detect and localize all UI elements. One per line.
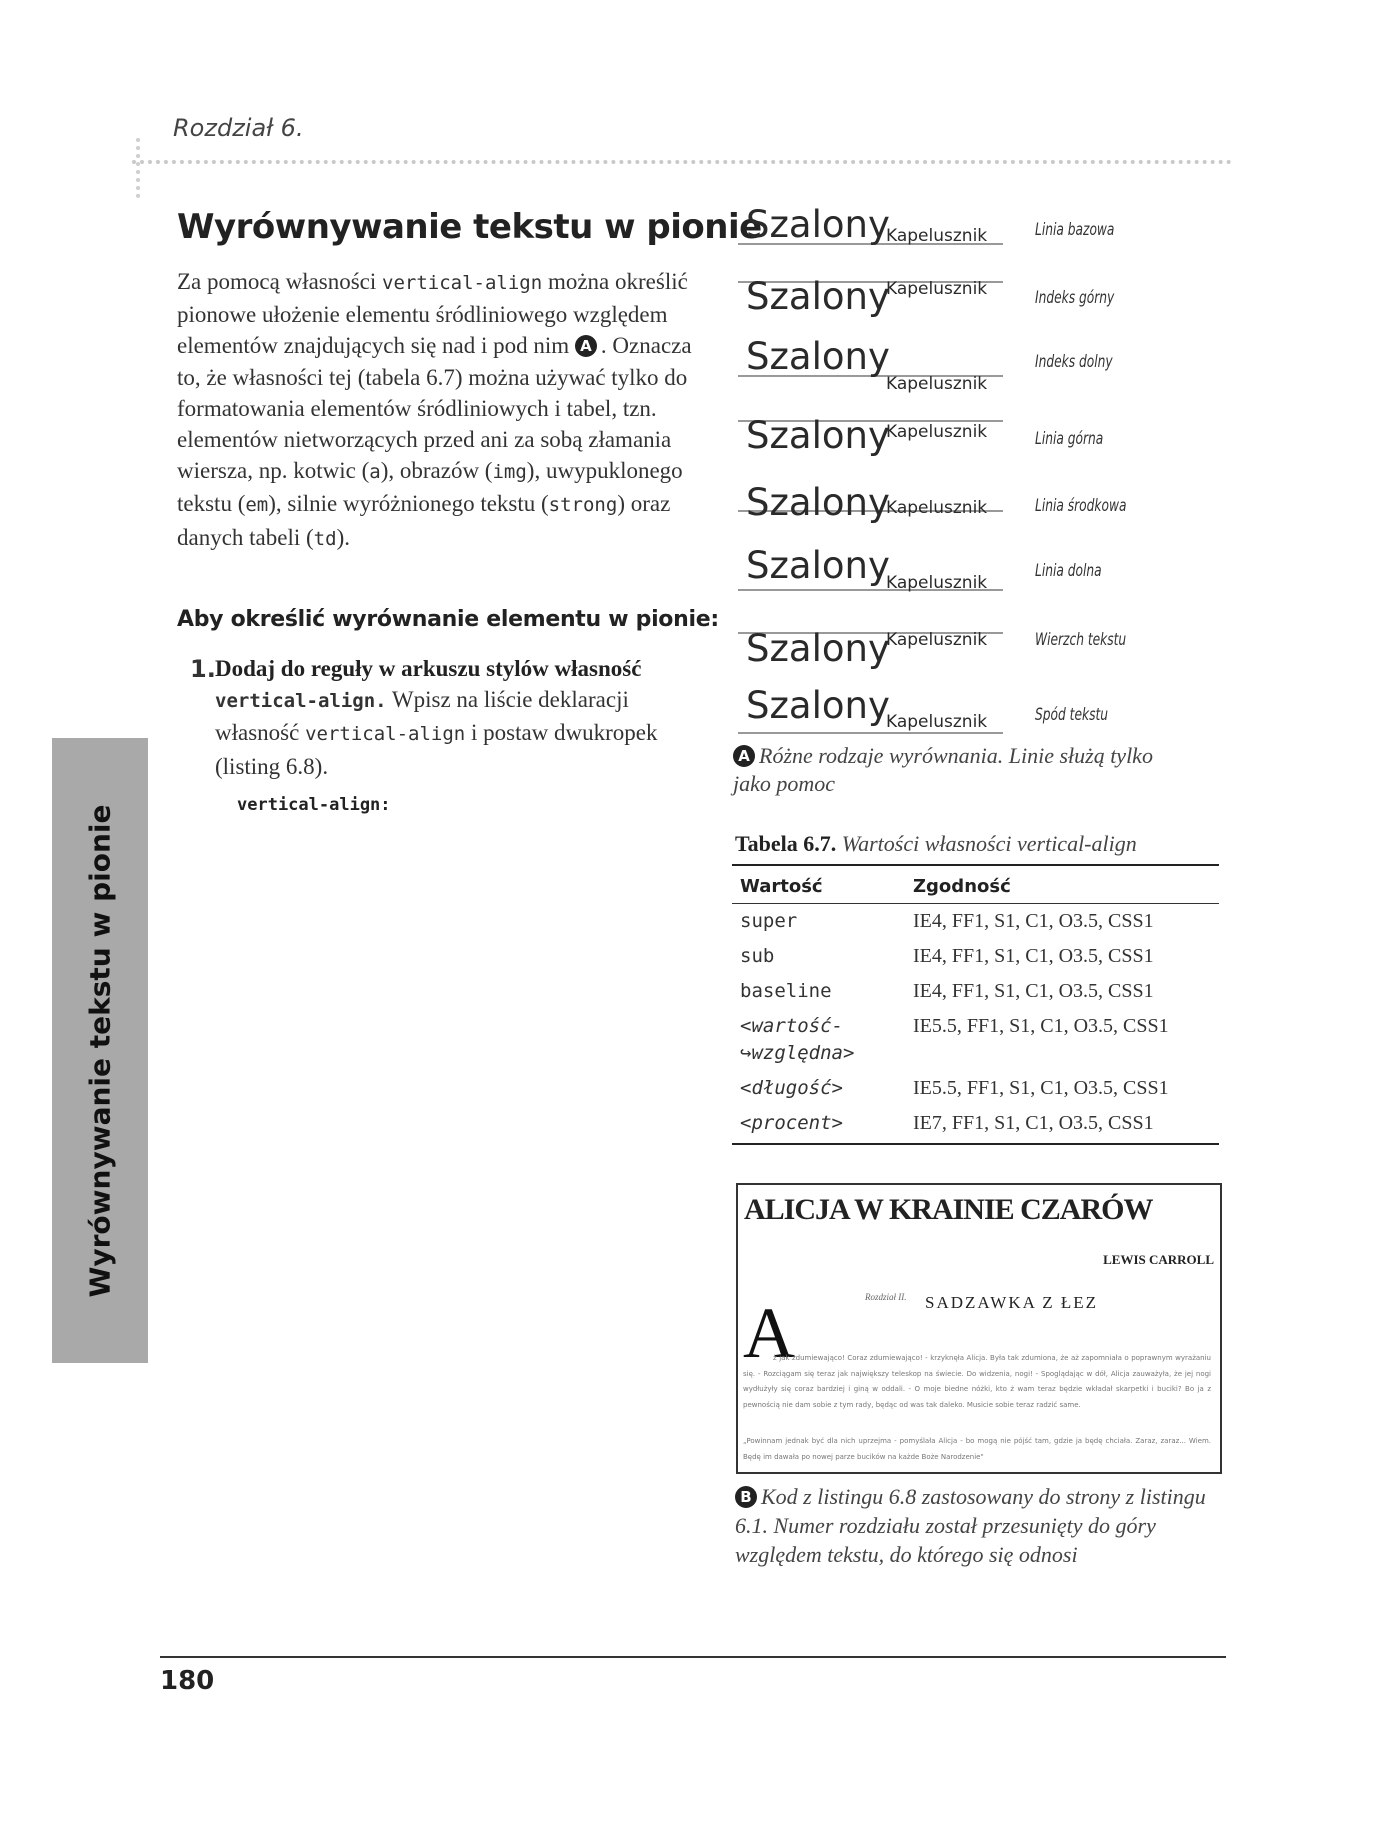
intro-text: ), silnie wyróżnionego tekstu ( — [268, 491, 549, 517]
demo-big-text: Szalony — [746, 203, 890, 246]
footer-rule — [160, 1656, 1226, 1658]
compat-cell: IE5.5, FF1, S1, C1, O3.5, CSS1 — [913, 1015, 1169, 1037]
compat-cell: IE4, FF1, S1, C1, O3.5, CSS1 — [913, 945, 1154, 967]
figure-b-caption — [735, 1482, 1215, 1569]
section-title: Wyrównywanie tekstu w pionie — [177, 207, 762, 247]
demo-small-text: Kapelusznik — [886, 573, 988, 593]
table-caption — [735, 831, 1137, 857]
intro-text: można określić pionowe ułożenie elementu śródliniowego względem elementów znajdujących się nad i pod nim — [177, 269, 688, 359]
table-row — [732, 939, 1219, 974]
page-number: 180 — [160, 1666, 215, 1696]
compat-cell: IE7, FF1, S1, C1, O3.5, CSS1 — [905, 1106, 1219, 1144]
header-decoration — [136, 138, 150, 198]
figure-b-screenshot — [736, 1183, 1222, 1474]
code-example: vertical-align: — [237, 795, 391, 815]
value-cell — [732, 1009, 905, 1071]
compat-cell: IE5.5, FF1, S1, C1, O3.5, CSS1 — [913, 1077, 1169, 1099]
story-paragraph: „Powinnam jednak być dla nich uprzejma - pomyślała Alicja - bo mogą nie pójść tam, gdzie ja będę chciała. Zaraz, zaraz... Wiem. Będę im dawała po nowej parze bucików na każde Boże Narodzenie" — [743, 1437, 1211, 1461]
step-bold-code: vertical-align. — [215, 690, 387, 713]
inline-code: td — [313, 527, 337, 550]
demo-row-middle — [738, 483, 1008, 543]
demo-label: Linia górna — [1035, 429, 1104, 449]
demo-row-bottom — [738, 546, 1008, 606]
demo-label: Linia bazowa — [1035, 220, 1115, 240]
demo-big-text: Szalony — [746, 684, 890, 727]
demo-label: Linia środkowa — [1035, 496, 1127, 516]
figure-letter-badge: B — [735, 1486, 757, 1508]
values-table — [732, 864, 1219, 1145]
demo-big-text: Szalony — [746, 335, 890, 378]
compat-cell: IE4, FF1, S1, C1, O3.5, CSS1 — [913, 980, 1154, 1002]
step-text-part: i postaw dwukropek (listing 6.8). — [215, 720, 658, 779]
demo-label: Spód tekstu — [1035, 705, 1109, 725]
demo-big-text: Szalony — [746, 414, 890, 457]
intro-text: ), obrazów ( — [380, 458, 493, 484]
story-paragraph: ż jak zdumiewająco! Coraz zdumiewająco! - krzyknęła Alicja. Była tak zdumiona, że aż zapomniała o poprawnym wyrażaniu się. - Rozciągam się teraz jak największy teleskop na świecie. Do widzenia, nogi! - Spoglądając w dół, Alicja zauważyła, że jej nogi wydłużyły się coraz bardziej i giną w oddali. - O moje biedne nóżki, kto ż wam teraz będzie wkładał skarpetki i buciki? Bo ja z pewnością nie dam sobie z tym rady, będąc od was tak daleko. Musicie sobie teraz radzić same. — [743, 1354, 1211, 1409]
intro-text: . Oznacza to, że własności tej (tabela 6.7) można używać tylko do formatowania elementów śródliniowych i tabel, tzn. elementów nietworzących przed ani za sobą złamania wiersza, np. kotwic ( — [177, 333, 692, 484]
value-cell: <procent> — [732, 1106, 905, 1144]
table-number: Tabela 6.7. — [735, 831, 837, 856]
book-title: ALICJA W KRAINIE CZARÓW — [744, 1193, 1153, 1226]
drop-cap: A — [743, 1293, 795, 1373]
demo-small-text: Kapelusznik — [886, 422, 988, 442]
inline-code: a — [369, 461, 381, 484]
demo-row-baseline — [738, 203, 1008, 266]
side-tab — [52, 738, 148, 1363]
step-text-part: Wpisz na liście deklaracji własność — [215, 687, 629, 746]
inline-code: em — [245, 494, 269, 517]
demo-small-text: Kapelusznik — [886, 226, 988, 246]
figure-a-caption — [733, 742, 1153, 798]
step-text — [215, 653, 715, 782]
demo-label: Wierzch tekstu — [1035, 630, 1127, 650]
demo-small-text: Kapelusznik — [886, 630, 988, 650]
inline-code: img — [492, 461, 527, 484]
table-row — [732, 904, 1219, 940]
demo-small-text: Kapelusznik — [886, 498, 988, 518]
howto-heading: Aby określić wyrównanie elementu w pionie: — [177, 607, 719, 632]
inline-code: vertical-align — [382, 272, 543, 294]
inline-code: strong — [548, 494, 618, 517]
table-row — [732, 1071, 1219, 1106]
book-author: LEWIS CARROLL — [1103, 1252, 1214, 1267]
header-rule — [132, 160, 1232, 164]
demo-label: Indeks dolny — [1035, 352, 1113, 372]
value-line: ↪względna> — [740, 1042, 855, 1064]
demo-row-text-bottom — [738, 686, 1008, 746]
intro-text: ) oraz danych tabeli ( — [177, 491, 671, 550]
value-cell: sub — [740, 945, 775, 967]
value-cell: baseline — [740, 980, 832, 1002]
intro-text: ). — [336, 524, 350, 550]
demo-small-text: Kapelusznik — [886, 374, 988, 394]
value-line: <wartość- — [740, 1015, 843, 1037]
table-row — [732, 1106, 1219, 1144]
table-header-row — [732, 865, 1219, 904]
figure-ref-badge: A — [575, 335, 597, 357]
step-number: 1. — [190, 655, 216, 683]
chapter-title: SADZAWKA Z ŁEZ — [925, 1293, 1099, 1312]
column-header: Wartość — [732, 865, 905, 904]
chapter-number-small: Rozdział II. — [865, 1292, 907, 1302]
column-header: Zgodność — [905, 865, 1219, 904]
table-row — [732, 1009, 1219, 1071]
demo-big-text: Szalony — [746, 627, 890, 670]
chapter-label: Rozdział 6. — [173, 114, 304, 142]
guide-line — [738, 732, 1003, 734]
intro-paragraph — [177, 266, 717, 555]
table-row — [732, 974, 1219, 1009]
intro-text: Za pomocą własności — [177, 269, 383, 294]
value-cell: super — [740, 910, 798, 932]
demo-big-text: Szalony — [746, 275, 890, 318]
demo-big-text: Szalony — [746, 481, 890, 524]
demo-small-text: Kapelusznik — [886, 279, 988, 299]
side-tab-label: Wyrównywanie tekstu w pionie — [83, 803, 117, 1298]
caption-text: Różne rodzaje wyrównania. Linie służą tylko jako pomoc — [733, 743, 1153, 796]
intro-text: ), uwypuklonego tekstu ( — [177, 458, 683, 517]
inline-code: vertical-align — [305, 723, 466, 746]
demo-small-text: Kapelusznik — [886, 712, 988, 732]
compat-cell: IE4, FF1, S1, C1, O3.5, CSS1 — [913, 910, 1154, 932]
demo-label: Indeks górny — [1035, 288, 1115, 308]
demo-row-top — [738, 414, 1008, 474]
figure-letter-badge: A — [733, 745, 755, 767]
demo-row-sub — [738, 337, 1008, 397]
demo-big-text: Szalony — [746, 544, 890, 587]
caption-text: Kod z listingu 6.8 zastosowany do strony z listingu 6.1. Numer rozdziału został przesunięty do góry względem tekstu, do którego się odnosi — [735, 1484, 1206, 1567]
step-bold: Dodaj do reguły w arkuszu stylów własność — [215, 656, 642, 681]
table-title: Wartości własności vertical-align — [841, 831, 1137, 856]
demo-row-super — [738, 275, 1008, 335]
demo-label: Linia dolna — [1035, 561, 1102, 581]
demo-row-text-top — [738, 627, 1008, 687]
value-cell: <długość> — [740, 1077, 843, 1099]
